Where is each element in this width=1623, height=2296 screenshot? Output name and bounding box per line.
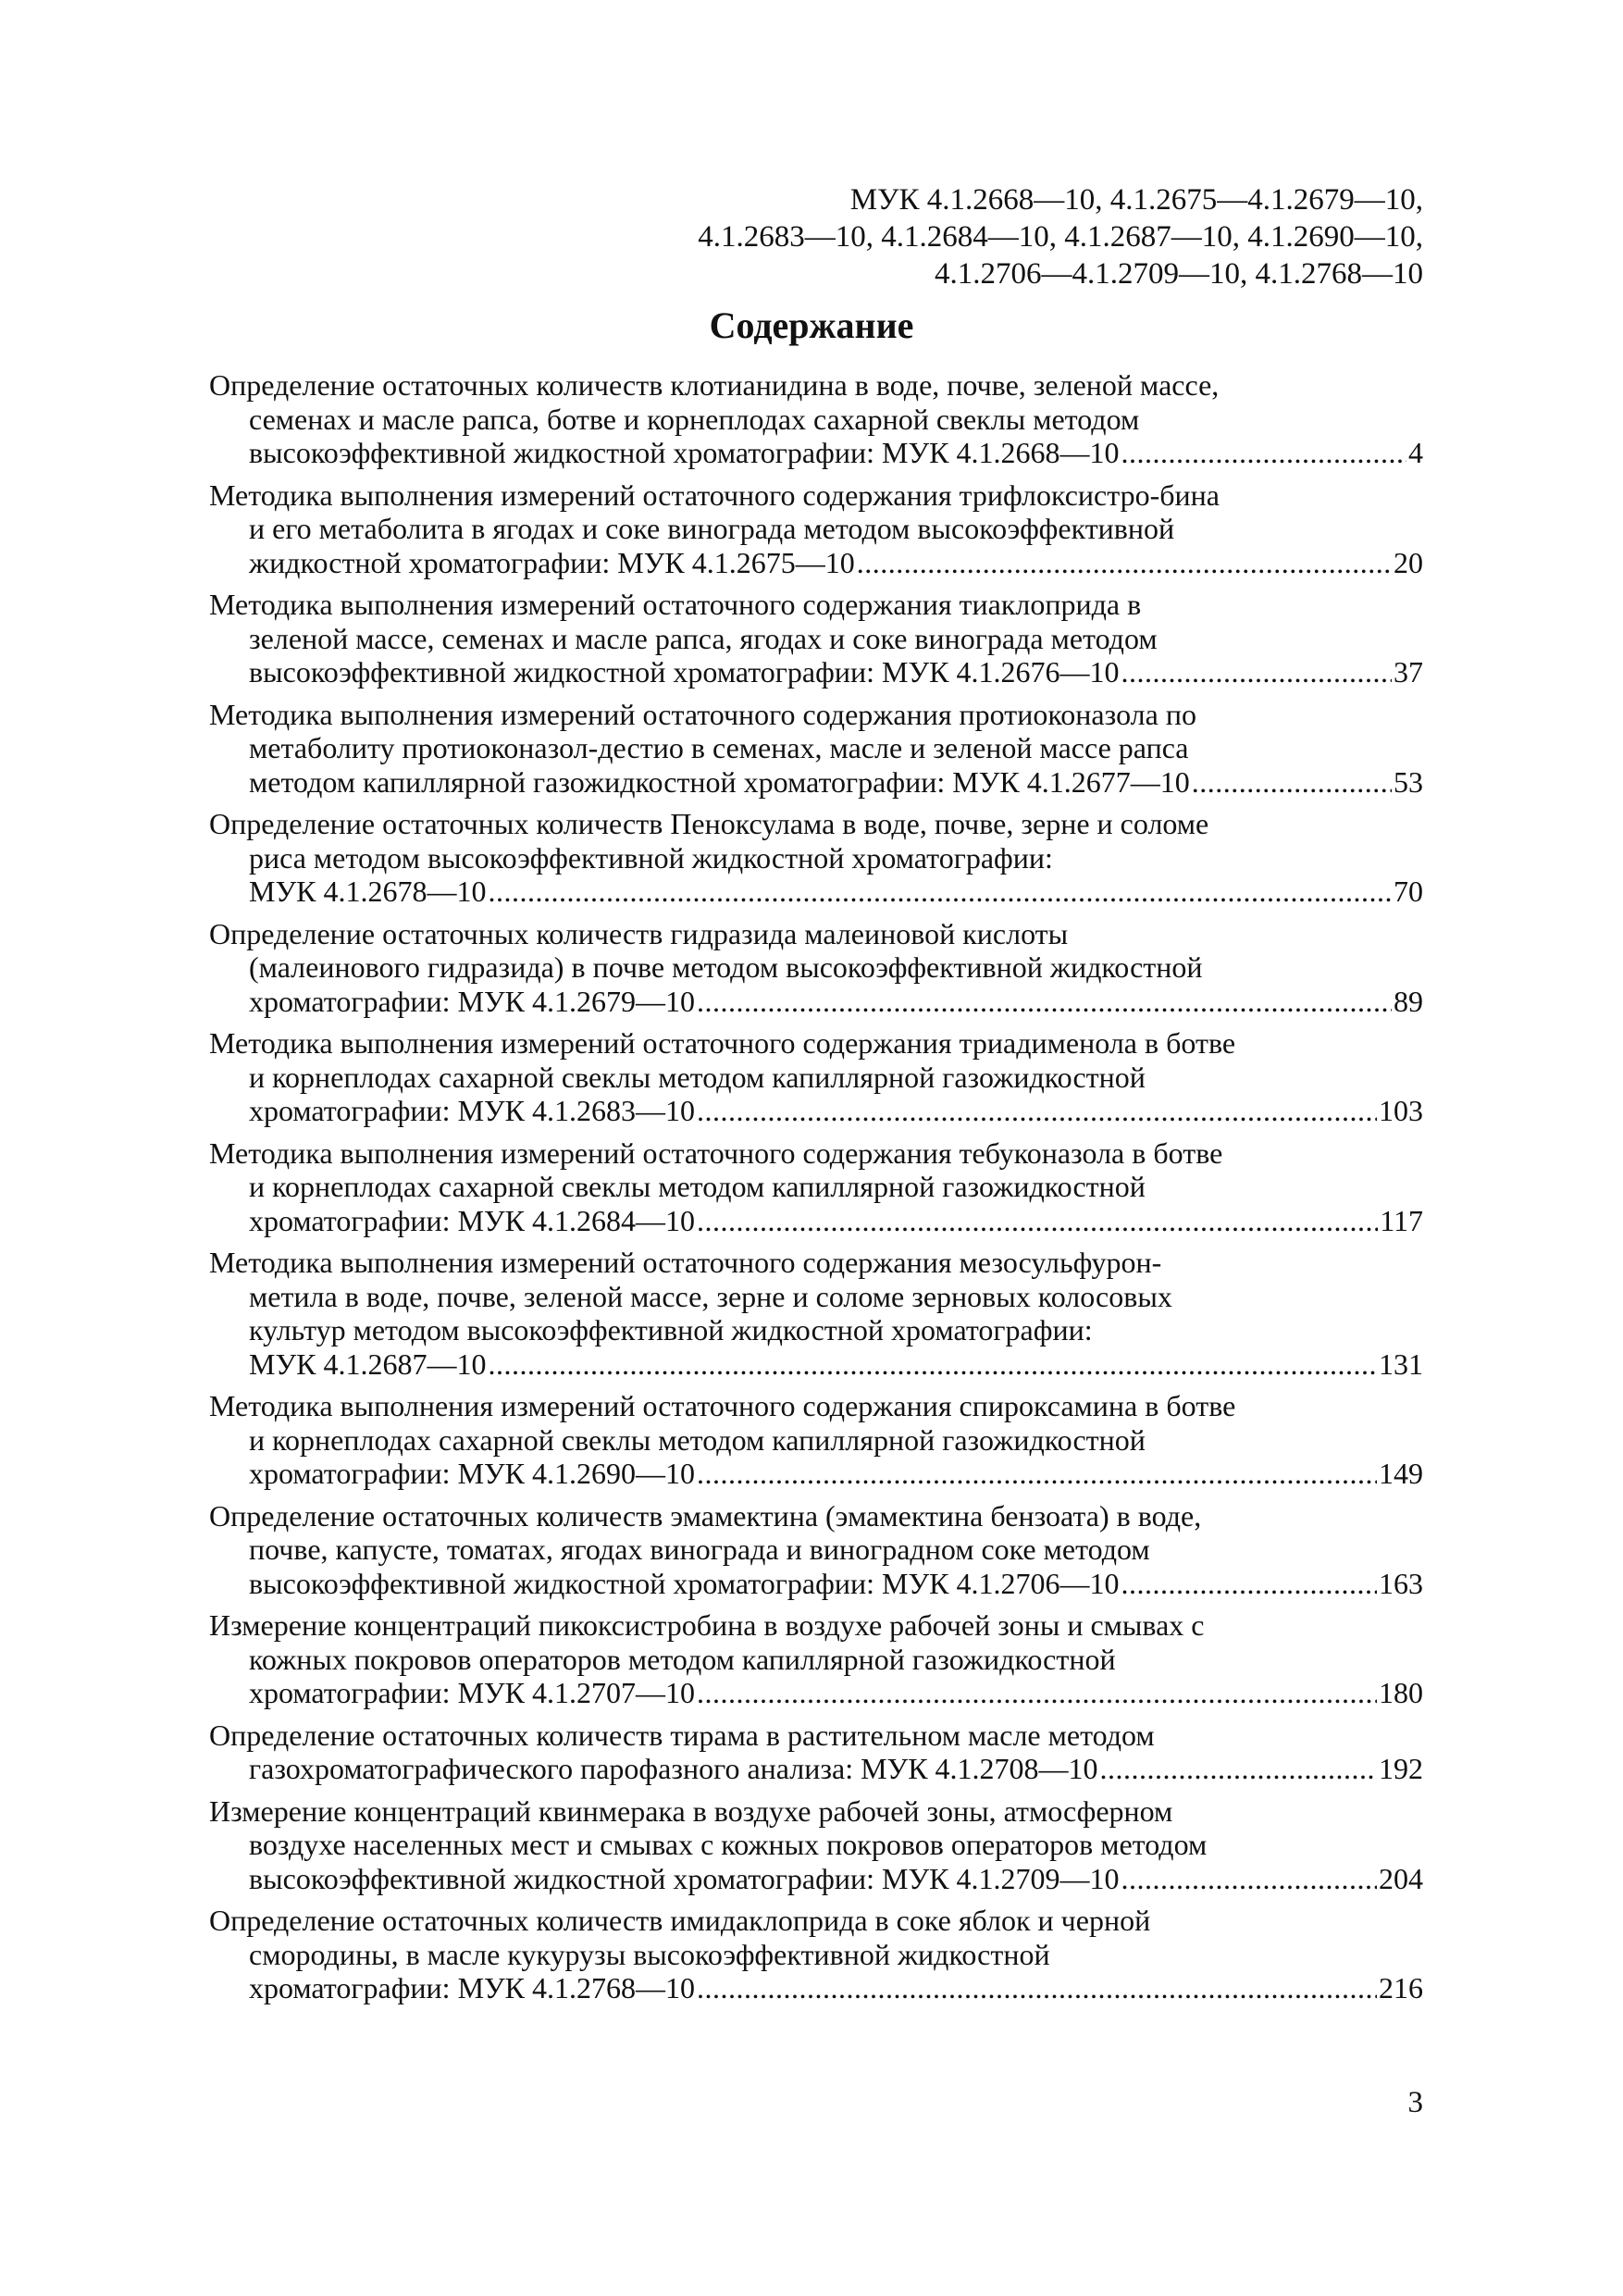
toc-entry-line: Методика выполнения измерений остаточного содержания триадименола в ботве <box>209 1026 1236 1060</box>
table-of-contents <box>209 368 1423 2014</box>
toc-page-number: 192 <box>1379 1752 1423 1785</box>
header-line: 4.1.2683—10, 4.1.2684—10, 4.1.2687—10, 4.1.2690—10, <box>698 220 1423 254</box>
toc-dot-leader <box>697 1094 1377 1128</box>
toc-entry-line <box>209 1752 1423 1786</box>
header-line: 4.1.2706—4.1.2709—10, 4.1.2768—10 <box>935 257 1423 291</box>
toc-dot-leader <box>697 1676 1377 1710</box>
toc-entry-line: риса методом высокоэффективной жидкостной хроматографии: <box>249 840 1053 875</box>
toc-page-number: 216 <box>1379 1971 1423 2004</box>
header-line: МУК 4.1.2668—10, 4.1.2675—4.1.2679—10, <box>849 183 1423 217</box>
toc-entry-line: Определение остаточных количеств клотианидина в воде, почве, зеленой массе, <box>209 368 1220 402</box>
toc-entry-line <box>209 1457 1423 1491</box>
toc-entry <box>209 1499 1423 1601</box>
toc-dot-leader <box>1121 1862 1377 1896</box>
toc-dot-leader <box>857 546 1392 580</box>
toc-entry-line: метила в воде, почве, зеленой массе, зерне и соломе зерновых колосовых <box>249 1279 1172 1313</box>
toc-page-number: 103 <box>1379 1094 1423 1127</box>
toc-page-number: 53 <box>1394 764 1423 799</box>
toc-entry-text: высокоэффективной жидкостной хроматографии: МУК 4.1.2668—10 <box>249 436 1120 469</box>
toc-entry-line <box>209 765 1423 800</box>
toc-page-number: 37 <box>1394 655 1423 689</box>
toc-entry <box>209 1389 1423 1491</box>
toc-entry-line <box>209 655 1423 689</box>
toc-entry-line: семенах и масле рапса, ботве и корнеплодах сахарной свеклы методом <box>249 402 1140 436</box>
toc-entry-text: хроматографии: МУК 4.1.2690—10 <box>249 1457 696 1490</box>
toc-entry <box>209 1136 1423 1238</box>
toc-dot-leader <box>488 875 1392 909</box>
toc-entry <box>209 1608 1423 1710</box>
toc-entry-line: смородины, в масле кукурузы высокоэффективной жидкостной <box>249 1937 1050 1971</box>
document-header <box>220 181 1423 292</box>
toc-entry-line: Определение остаточных количеств Пеноксулама в воде, почве, зерне и соломе <box>209 807 1209 840</box>
toc-entry-line <box>209 1971 1423 2005</box>
toc-entry-line: кожных покровов операторов методом капиллярной газожидкостной <box>249 1642 1116 1676</box>
toc-entry <box>209 1026 1423 1128</box>
toc-entry <box>209 588 1423 689</box>
toc-dot-leader <box>1100 1752 1377 1786</box>
toc-dot-leader <box>1121 655 1392 689</box>
toc-entry-line: Определение остаточных количеств имидаклоприда в соке яблок и черной <box>209 1904 1151 1937</box>
toc-entry-line: и корнеплодах сахарной свеклы методом капиллярной газожидкостной <box>249 1060 1146 1094</box>
toc-page-number: 149 <box>1379 1457 1423 1490</box>
toc-entry-line: культур методом высокоэффективной жидкостной хроматографии: <box>249 1313 1093 1347</box>
toc-entry-line: Определение остаточных количеств гидразида малеиновой кислоты <box>209 916 1069 950</box>
toc-entry-line: Методика выполнения измерений остаточного содержания тиаклоприда в <box>209 588 1142 621</box>
toc-dot-leader <box>697 1971 1377 2005</box>
toc-entry-line: Методика выполнения измерений остаточного содержания протиоконазола по <box>209 697 1196 731</box>
toc-page-number: 204 <box>1379 1861 1423 1895</box>
toc-dot-leader <box>697 1204 1378 1238</box>
toc-entry-line <box>209 1862 1423 1896</box>
toc-entry-line: Измерение концентраций пикоксистробина в воздухе рабочей зоны и смывах с <box>209 1608 1205 1642</box>
toc-entry-text: высокоэффективной жидкостной хроматографии: МУК 4.1.2706—10 <box>249 1566 1120 1600</box>
toc-entry-text: жидкостной хроматографии: МУК 4.1.2675—10 <box>249 545 855 579</box>
toc-entry-line: Методика выполнения измерений остаточного содержания трифлоксистро-бина <box>209 478 1220 512</box>
toc-dot-leader <box>1121 436 1406 470</box>
toc-page-number: 70 <box>1394 875 1423 908</box>
toc-entry-line <box>209 875 1423 909</box>
toc-entry-text: высокоэффективной жидкостной хроматографии: МУК 4.1.2676—10 <box>249 655 1120 689</box>
toc-entry-line: Методика выполнения измерений остаточного содержания мезосульфурон- <box>209 1246 1162 1279</box>
toc-page-number: 131 <box>1379 1347 1423 1381</box>
toc-entry-line <box>209 1094 1423 1128</box>
toc-page-number: 117 <box>1380 1203 1423 1237</box>
toc-entry-text: МУК 4.1.2687—10 <box>249 1347 487 1381</box>
toc-entry-line <box>209 1347 1423 1382</box>
toc-entry <box>209 1794 1423 1896</box>
toc-entry-text: хроматографии: МУК 4.1.2684—10 <box>249 1203 696 1237</box>
toc-entry <box>209 478 1423 580</box>
page-number: 3 <box>1407 2086 1423 2119</box>
toc-entry-line: зеленой массе, семенах и масле рапса, ягодах и соке винограда методом <box>249 621 1158 655</box>
toc-entry-line <box>209 985 1423 1019</box>
toc-entry-line: почве, капусте, томатах, ягодах винограда и виноградном соке методом <box>249 1533 1150 1566</box>
toc-entry <box>209 1719 1423 1786</box>
toc-entry <box>209 807 1423 909</box>
toc-dot-leader <box>697 985 1392 1019</box>
toc-entry-line: Определение остаточных количеств эмамектина (эмамектина бензоата) в воде, <box>209 1498 1202 1533</box>
toc-entry-text: хроматографии: МУК 4.1.2679—10 <box>249 984 696 1018</box>
toc-entry-line: и корнеплодах сахарной свеклы методом капиллярной газожидкостной <box>249 1170 1146 1203</box>
toc-page-number: 20 <box>1394 545 1423 579</box>
toc-entry-line <box>209 436 1423 470</box>
toc-entry <box>209 368 1423 470</box>
toc-entry <box>209 917 1423 1019</box>
toc-entry <box>209 1246 1423 1381</box>
toc-entry-text: высокоэффективной жидкостной хроматографии: МУК 4.1.2709—10 <box>249 1861 1120 1895</box>
toc-entry-text: МУК 4.1.2678—10 <box>249 875 487 908</box>
toc-entry-line <box>209 1567 1423 1601</box>
toc-entry-line: Определение остаточных количеств тирама в растительном масле методом <box>209 1718 1155 1752</box>
toc-entry-line <box>209 546 1423 580</box>
toc-page-number: 89 <box>1394 984 1423 1018</box>
toc-entry <box>209 698 1423 800</box>
toc-entry-text: хроматографии: МУК 4.1.2707—10 <box>249 1676 696 1709</box>
toc-entry-line <box>209 1204 1423 1238</box>
toc-entry-line: Измерение концентраций квинмерака в воздухе рабочей зоны, атмосферном <box>209 1793 1173 1828</box>
toc-entry-line: метаболиту протиоконазол-дестио в семенах, масле и зеленой массе рапса <box>249 731 1189 764</box>
toc-entry-line: (малеинового гидразида) в почве методом высокоэффективной жидкостной <box>249 950 1203 984</box>
toc-entry-text: методом капиллярной газожидкостной хроматографии: МУК 4.1.2677—10 <box>249 764 1190 799</box>
toc-dot-leader <box>1121 1567 1377 1601</box>
toc-entry-line: воздухе населенных мест и смывах с кожных покровов операторов методом <box>249 1828 1208 1861</box>
toc-page-number: 163 <box>1379 1566 1423 1600</box>
toc-entry-text: хроматографии: МУК 4.1.2768—10 <box>249 1971 696 2004</box>
toc-page-number: 180 <box>1379 1676 1423 1709</box>
toc-dot-leader <box>488 1347 1377 1382</box>
toc-entry-line <box>209 1676 1423 1710</box>
page-title: Содержание <box>709 304 914 346</box>
toc-entry-line: Методика выполнения измерений остаточного содержания спироксамина в ботве <box>209 1389 1236 1422</box>
toc-dot-leader <box>1192 765 1392 800</box>
toc-entry-line: и корнеплодах сахарной свеклы методом капиллярной газожидкостной <box>249 1422 1146 1457</box>
toc-entry-line: Методика выполнения измерений остаточного содержания тебуконазола в ботве <box>209 1136 1223 1170</box>
toc-entry-line: и его метаболита в ягодах и соке винограда методом высокоэффективной <box>249 512 1175 545</box>
toc-entry-text: газохроматографического парофазного анализа: МУК 4.1.2708—10 <box>249 1752 1098 1785</box>
toc-entry <box>209 1904 1423 2005</box>
toc-entry-text: хроматографии: МУК 4.1.2683—10 <box>249 1094 696 1127</box>
toc-page-number: 4 <box>1408 436 1423 469</box>
toc-dot-leader <box>697 1457 1377 1491</box>
